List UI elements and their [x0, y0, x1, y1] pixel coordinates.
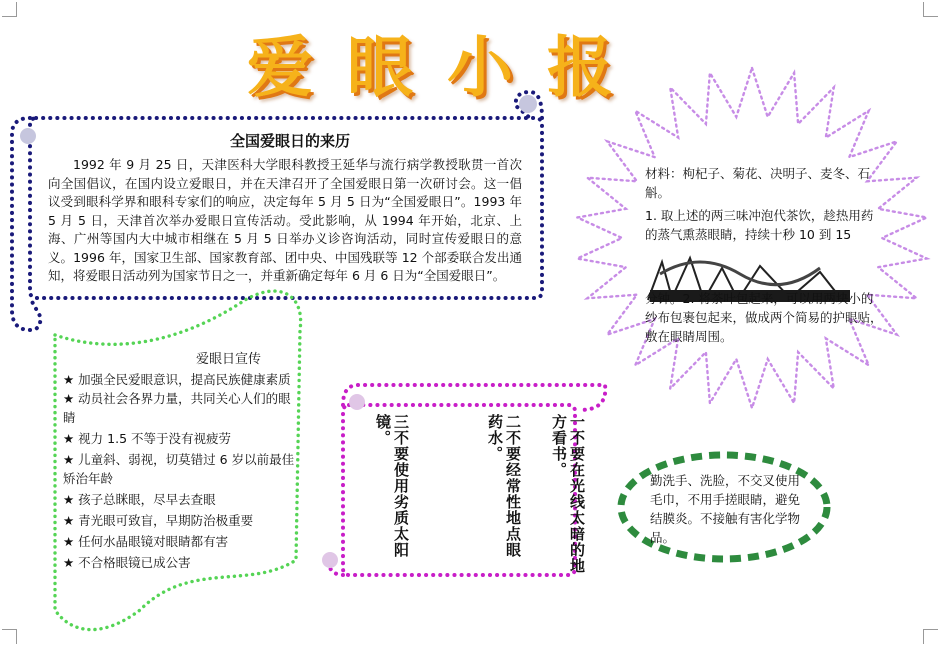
publicity-list-item: ★ 青光眼可致盲，早期防治极重要 — [63, 513, 254, 528]
hygiene-text: 勤洗手、洗脸，不交叉使用毛巾，不用手搓眼睛，避免结膜炎。不接触有害化学物品。 — [650, 473, 801, 545]
publicity-title: 爱眼日宣传 — [196, 352, 262, 367]
page-title — [215, 22, 645, 112]
publicity-list-item: ★ 任何水晶眼镜对眼睛都有害 — [63, 534, 229, 549]
page-title-char: 小 — [447, 28, 513, 106]
publicity-list-item: ★ 不合格眼镜已成公害 — [63, 555, 191, 570]
page-title-char: 爱 — [247, 28, 313, 106]
origin-body: 1992 年 9 月 25 日，天津医科大学眼科教授王延华与流行病学教授耿贯一首次向全国倡议，在国内设立爱眼日，并在天津召开了全国爱眼日第一次研讨会。这一倡议受到眼科学界和眼科专家们的响应，决定每年 5 月 5 日为“全国爱眼日”。1993 年 5 月 5 日，天津首次举办爱眼日宣传活动。受此影响，从 1994 年开始，北京、上海、广州等国内大中城市相继在 5 月 5 日举办义诊咨询活动，同时宣传爱眼日的意义。1996 年，国家卫生部、国家教育部、团中央、中国残联等 12 个部委联合发出通知，将爱眼日活动列为国家节日之一，并重新确定每年 6 月 6 日为“全国爱眼日”。 — [48, 157, 522, 283]
recipe-materials: 材料：枸杞子、菊花、决明子、麦冬、石斛。 — [645, 166, 871, 200]
recipe-step-continued: 分钟。2. 将茶叶包起来，可以用两块小的纱布包裹包起来，做成两个简易的护眼贴，敷在眼睛周围。 — [645, 291, 883, 344]
recipe-step: 1. 取上述的两三味冲泡代茶饮，趁热用药的蒸气熏蒸眼睛，持续十秒 10 到 15 — [645, 208, 874, 242]
publicity-list-item: ★ 孩子总眯眼，尽早去查眼 — [63, 492, 216, 507]
publicity-list — [63, 370, 295, 572]
page-title-char: 眼 — [347, 28, 413, 106]
publicity-list-item: ★ 视力 1.5 不等于没有视疲劳 — [63, 431, 232, 446]
publicity-list-item: ★ 儿童斜、弱视，切莫错过 6 岁以前最佳矫治年龄 — [63, 452, 295, 486]
publicity-list-item: ★ 加强全民爱眼意识，提高民族健康素质 — [63, 372, 291, 387]
donts-line-1: 一不要在光线太暗的地方看书。 — [550, 414, 586, 574]
page-title-char: 报 — [547, 28, 613, 106]
origin-title: 全国爱眼日的来历 — [229, 132, 350, 150]
donts-line-3: 三不要使用劣质太阳镜。 — [374, 414, 410, 558]
publicity-list-item: ★ 动员社会各界力量，共同关心人们的眼睛 — [63, 391, 291, 425]
donts-line-2: 二不要经常性地点眼药水。 — [486, 414, 522, 558]
